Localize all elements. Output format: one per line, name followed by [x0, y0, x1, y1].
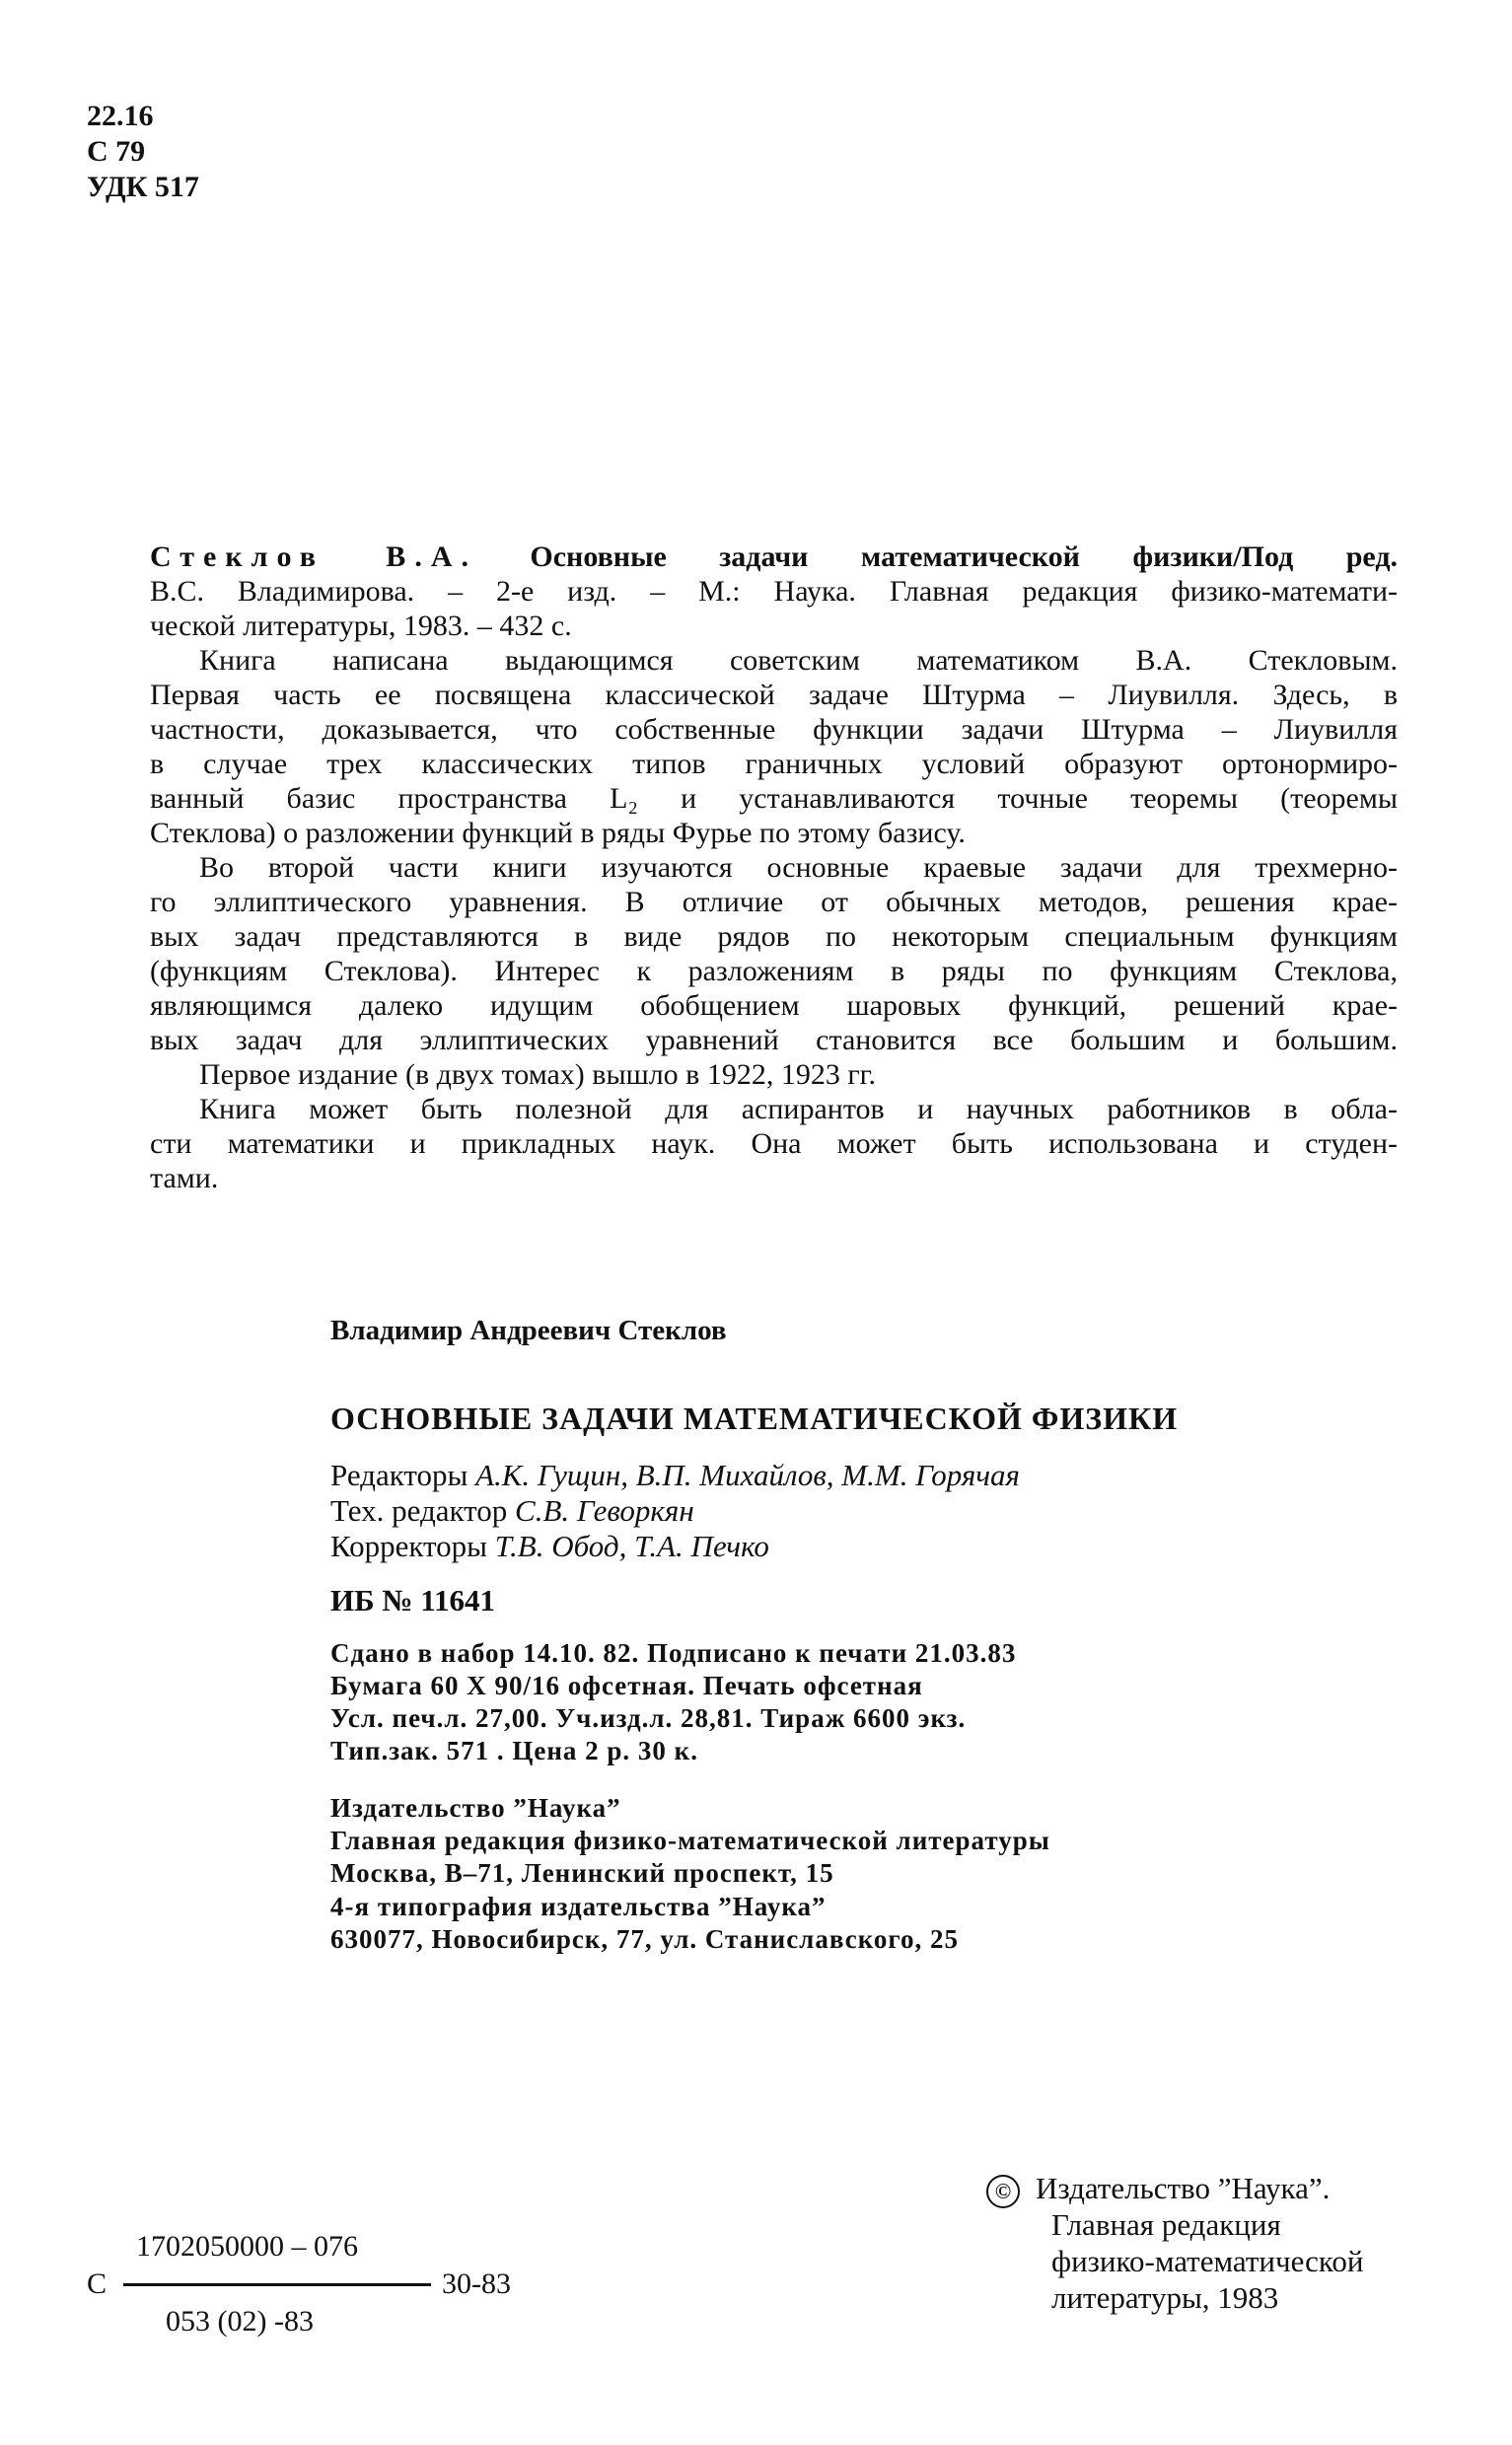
abstract-line: сти математики и прикладных наук. Она может быть использована и студен- [150, 1127, 1398, 1160]
printer-details [330, 1891, 1317, 1956]
copyright-line: Главная редакция [1051, 2207, 1281, 2242]
editors-names: А.К. Гущин, В.П. Михайлов, М.М. Горячая [475, 1458, 1020, 1492]
abstract-line: ванный базис пространства L₂ и устанавливаются точные теоремы (теоремы [150, 782, 1398, 815]
catalog-fraction-line [123, 2283, 431, 2286]
citation-line: В.С. Владимирова. – 2-е изд. – М.: Наука. Главная редакция физико-математи- [150, 575, 1398, 608]
bbk-code: 22.16 [87, 100, 154, 132]
print-line: Тип.зак. 571 . Цена 2 р. 30 к. [330, 1736, 698, 1765]
abstract-line: Во второй части книги изучаются основные краевые задачи для трехмерно- [199, 851, 1398, 884]
tech-editor-line [330, 1493, 1317, 1529]
abstract-line: Первая часть ее посвящена классической задаче Штурма – Лиувилля. Здесь, в [150, 679, 1398, 711]
abstract-line: в случае трех классических типов граничных условий образуют ортонормиро- [150, 748, 1398, 780]
citation-line: ческой литературы, 1983. – 432 с. [150, 610, 572, 642]
copyright-line: литературы, 1983 [1051, 2280, 1279, 2315]
abstract-line: вых задач для эллиптических уравнений становится все большим и большим. [150, 1024, 1398, 1056]
author-full-name: Владимир Андреевич Стеклов [330, 1315, 727, 1346]
abstract-line: (функциям Стеклова). Интерес к разложениям в ряды по функциям Стеклова, [150, 955, 1398, 987]
copyright-block [986, 2170, 1499, 2316]
ib-number: ИБ № 11641 [330, 1583, 496, 1618]
editors-label: Редакторы [330, 1458, 468, 1492]
copyright-line: физико-математической [1051, 2244, 1364, 2278]
copyright-line [986, 2170, 1499, 2206]
citation-author: Стеклов В.А. [150, 540, 477, 573]
publisher-line: Москва, В–71, Ленинский проспект, 15 [330, 1858, 834, 1888]
annotation-block [150, 539, 1398, 1195]
print-line: Сдано в набор 14.10. 82. Подписано к печати 21.03.83 [330, 1638, 1017, 1668]
abstract-line: вых задач представляются в виде рядов по некоторым специальным функциям [150, 920, 1398, 953]
printer-line: 630077, Новосибирск, 77, ул. Станиславского, 25 [330, 1924, 960, 1954]
abstract-line: Стеклова) о разложении функций в ряды Фурье по этому базису. [150, 817, 966, 849]
printer-line: 4-я типография издательства ”Наука” [330, 1892, 827, 1921]
citation-title: Основные задачи математической физики/Под ред. [530, 540, 1398, 573]
proofreaders-label: Корректоры [330, 1529, 488, 1563]
catalog-denominator: 053 (02) -83 [166, 2305, 314, 2337]
author-mark: С 79 [87, 135, 146, 168]
copyright-publisher: Издательство ”Наука”. [1036, 2171, 1331, 2205]
abstract-line: Книга может быть полезной для аспирантов и научных работников в обла- [199, 1093, 1398, 1125]
copyright-icon: © [986, 2175, 1020, 2208]
abstract-line: Книга написана выдающимся советским математиком В.А. Стекловым. [199, 644, 1398, 677]
print-line: Бумага 60 X 90/16 офсетная. Печать офсетная [330, 1671, 923, 1700]
abstract-line: го эллиптического уравнения. В отличие от обычных методов, решения крае- [150, 886, 1398, 918]
catalog-suffix: 30-83 [442, 2267, 511, 2300]
catalog-letter: С [87, 2267, 108, 2300]
citation-line [150, 539, 1398, 574]
print-details [330, 1637, 1317, 1767]
catalog-numerator: 1702050000 – 076 [136, 2230, 358, 2263]
publisher-line: Главная редакция физико-математической литературы [330, 1826, 1050, 1855]
tech-editor-name: С.В. Геворкян [515, 1493, 694, 1528]
abstract-line: являющимся далеко идущим обобщением шаровых функций, решений крае- [150, 989, 1398, 1022]
abstract-line: тами. [150, 1162, 219, 1194]
abstract-line: Первое издание (в двух томах) вышло в 1922, 1923 гг. [199, 1058, 877, 1091]
book-title: ОСНОВНЫЕ ЗАДАЧИ МАТЕМАТИЧЕСКОЙ ФИЗИКИ [330, 1401, 1179, 1436]
editors-line [330, 1458, 1317, 1493]
publisher-line: Издательство ”Наука” [330, 1793, 621, 1823]
proofreaders-line [330, 1529, 1317, 1564]
publisher-details [330, 1792, 1317, 1890]
tech-editor-label: Тех. редактор [330, 1493, 508, 1528]
editors-block [330, 1458, 1317, 1564]
proofreaders-names: Т.В. Обод, Т.А. Печко [494, 1529, 769, 1563]
print-line: Усл. печ.л. 27,00. Уч.изд.л. 28,81. Тираж 6600 экз. [330, 1703, 967, 1733]
abstract-line: частности, доказывается, что собственные функции задачи Штурма – Лиувилля [150, 713, 1398, 746]
udc-code: УДК 517 [87, 171, 199, 203]
